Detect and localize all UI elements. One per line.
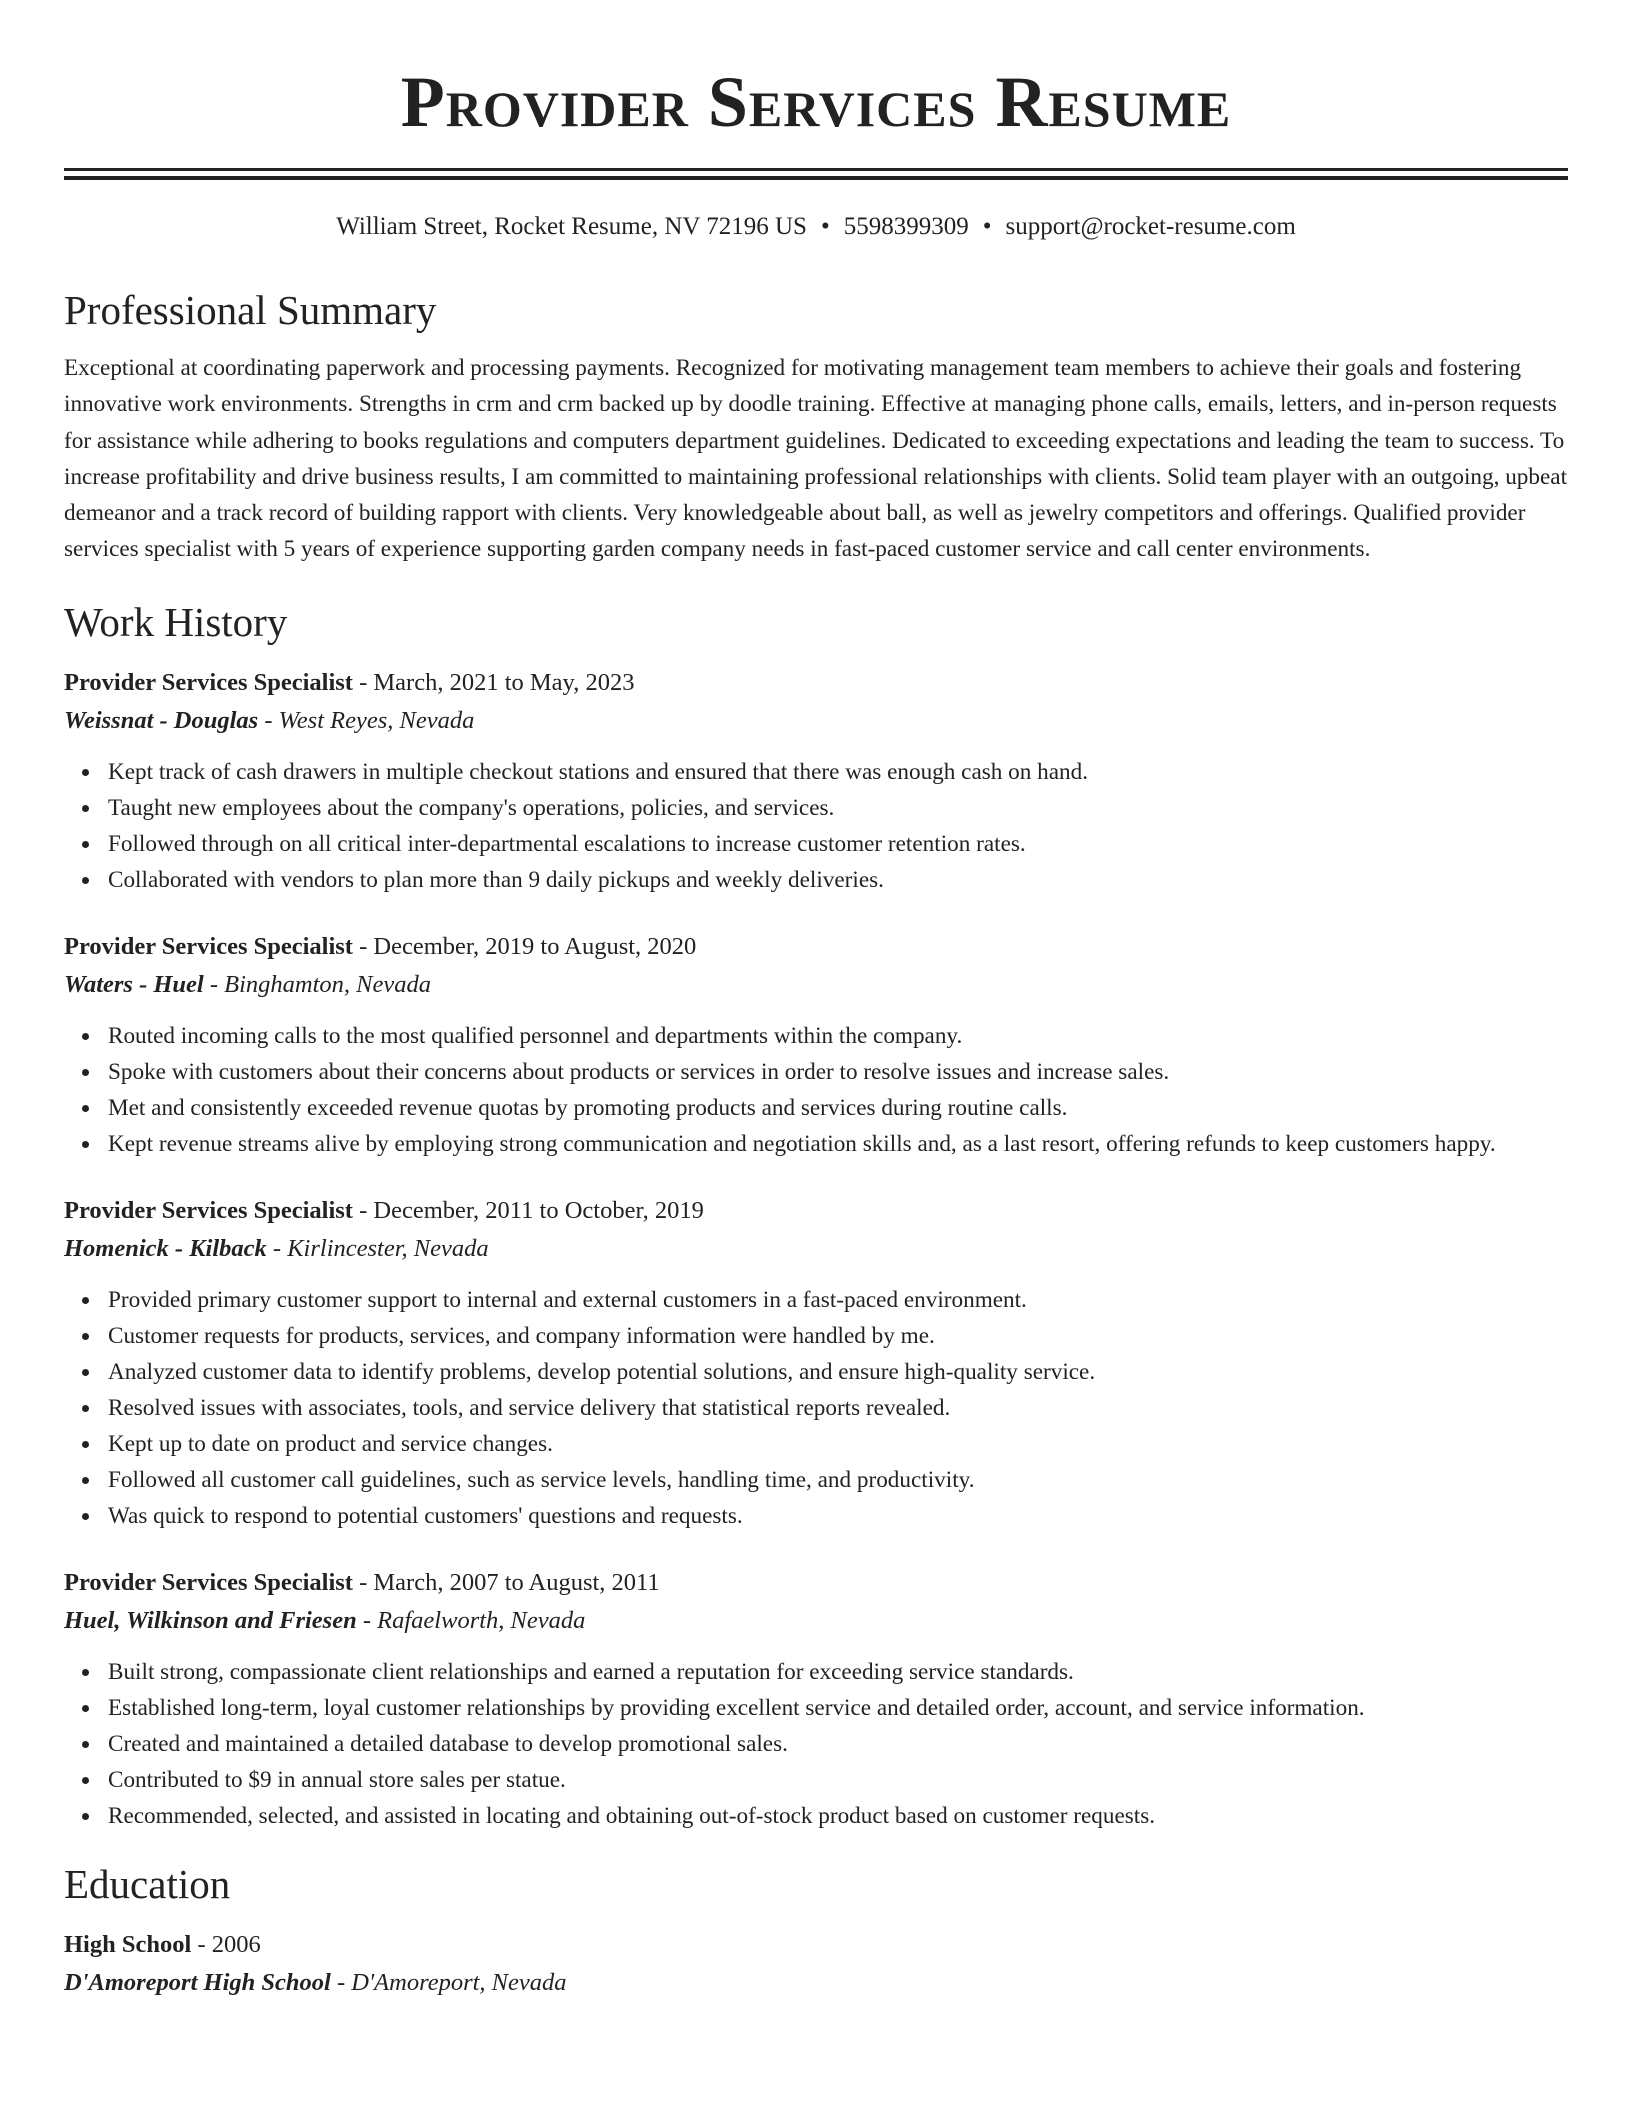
job-bullet: Taught new employees about the company's operations, policies, and services.	[108, 790, 1568, 826]
job-dates: - March, 2021 to May, 2023	[352, 668, 635, 696]
job-bullet: Customer requests for products, services, and company information were handled by me.	[108, 1318, 1568, 1354]
job-dates: - December, 2011 to October, 2019	[352, 1196, 704, 1224]
job-location: - Rafaelworth, Nevada	[356, 1606, 586, 1634]
job-bullet: Kept revenue streams alive by employing strong communication and negotiation skills and, as a last resort, offering refunds to keep customers happy.	[108, 1126, 1568, 1162]
title-divider-bottom	[64, 176, 1568, 180]
job-bullets	[64, 754, 1568, 898]
job-bullet: Followed through on all critical inter-departmental escalations to increase customer retention rates.	[108, 826, 1568, 862]
job-bullet: Met and consistently exceeded revenue quotas by promoting products and services during routine calls.	[108, 1090, 1568, 1126]
job-title: Provider Services Specialist	[64, 1568, 353, 1596]
job-bullet: Established long-term, loyal customer relationships by providing excellent service and detailed order, account, and service information.	[108, 1690, 1568, 1726]
job-company: Waters - Huel	[64, 970, 204, 998]
education-school: D'Amoreport High School	[64, 1968, 331, 1996]
job-title-line	[64, 1564, 1568, 1602]
job-location: - Binghamton, Nevada	[203, 970, 432, 998]
job-company: Homenick - Kilback	[64, 1234, 267, 1262]
job-bullet: Routed incoming calls to the most qualified personnel and departments within the company.	[108, 1018, 1568, 1054]
job-location: - Kirlincester, Nevada	[266, 1234, 489, 1262]
job-bullets	[64, 1654, 1568, 1834]
work-history-heading: Work History	[64, 598, 288, 645]
resume-title: Provider Services Resume	[400, 62, 1232, 142]
contact-phone: 5598399309	[843, 213, 969, 240]
contact-address: William Street, Rocket Resume, NV 72196 US	[336, 213, 807, 240]
summary-heading: Professional Summary	[64, 287, 437, 333]
job-company: Huel, Wilkinson and Friesen	[64, 1606, 357, 1634]
contact-email: support@rocket-resume.com	[1005, 213, 1296, 240]
title-divider-top	[64, 168, 1568, 171]
employer-line	[64, 966, 1568, 1004]
job-title-line	[64, 664, 1568, 702]
job-entry	[64, 664, 1568, 898]
education-location: - D'Amoreport, Nevada	[330, 1968, 567, 1996]
job-bullet: Followed all customer call guidelines, such as service levels, handling time, and productivity.	[108, 1462, 1568, 1498]
education-heading: Education	[64, 1860, 231, 1907]
job-dates: - December, 2019 to August, 2020	[352, 932, 697, 960]
education-year: - 2006	[191, 1930, 261, 1958]
job-bullet: Collaborated with vendors to plan more than 9 daily pickups and weekly deliveries.	[108, 862, 1568, 898]
job-entry	[64, 1564, 1568, 1834]
job-title: Provider Services Specialist	[64, 932, 353, 960]
job-entry	[64, 1192, 1568, 1534]
job-bullet: Kept track of cash drawers in multiple checkout stations and ensured that there was enough cash on hand.	[108, 754, 1568, 790]
job-company: Weissnat - Douglas	[64, 706, 259, 734]
contact-separator: •	[820, 213, 830, 240]
job-title-line	[64, 1192, 1568, 1230]
job-entry	[64, 928, 1568, 1162]
job-title: Provider Services Specialist	[64, 668, 353, 696]
education-degree: High School	[64, 1930, 192, 1958]
resume-page	[64, 0, 1568, 2002]
job-bullet: Built strong, compassionate client relationships and earned a reputation for exceeding service standards.	[108, 1654, 1568, 1690]
job-bullet: Contributed to $9 in annual store sales per statue.	[108, 1762, 1568, 1798]
job-title: Provider Services Specialist	[64, 1196, 353, 1224]
job-bullets	[64, 1018, 1568, 1162]
education-entry	[64, 1926, 1568, 2002]
education-school-line	[64, 1964, 1568, 2002]
job-bullet: Provided primary customer support to internal and external customers in a fast-paced environment.	[108, 1282, 1568, 1318]
employer-line	[64, 1230, 1568, 1268]
job-location: - West Reyes, Nevada	[258, 706, 475, 734]
job-bullet: Kept up to date on product and service changes.	[108, 1426, 1568, 1462]
contact-info	[64, 210, 1568, 244]
job-bullet: Analyzed customer data to identify problems, develop potential solutions, and ensure high-quality service.	[108, 1354, 1568, 1390]
job-title-line	[64, 928, 1568, 966]
job-bullet: Resolved issues with associates, tools, and service delivery that statistical reports revealed.	[108, 1390, 1568, 1426]
employer-line	[64, 702, 1568, 740]
job-bullets	[64, 1282, 1568, 1534]
employer-line	[64, 1602, 1568, 1640]
job-bullet: Was quick to respond to potential customers' questions and requests.	[108, 1498, 1568, 1534]
job-bullet: Recommended, selected, and assisted in locating and obtaining out-of-stock product based on customer requests.	[108, 1798, 1568, 1834]
job-bullet: Created and maintained a detailed database to develop promotional sales.	[108, 1726, 1568, 1762]
education-degree-line	[64, 1926, 1568, 1964]
job-bullet: Spoke with customers about their concerns about products or services in order to resolve issues and increase sales.	[108, 1054, 1568, 1090]
summary-text: Exceptional at coordinating paperwork and processing payments. Recognized for motivating management team members to achieve their goals and fostering innovative work environments. Strengths in crm and crm backed up by doodle training. Effective at managing phone calls, emails, letters, and in-person requests for assistance while adhering to books regulations and computers department guidelines. Dedicated to exceeding expectations and leading the team to success. To increase profitability and drive business results, I am committed to maintaining professional relationships with clients. Solid team player with an outgoing, upbeat demeanor and a track record of building rapport with clients. Very knowledgeable about ball, as well as jewelry competitors and offerings. Qualified provider services specialist with 5 years of experience supporting garden company needs in fast-paced customer service and call center environments.	[64, 355, 1568, 563]
contact-separator: •	[982, 213, 992, 240]
job-dates: - March, 2007 to August, 2011	[352, 1568, 660, 1596]
